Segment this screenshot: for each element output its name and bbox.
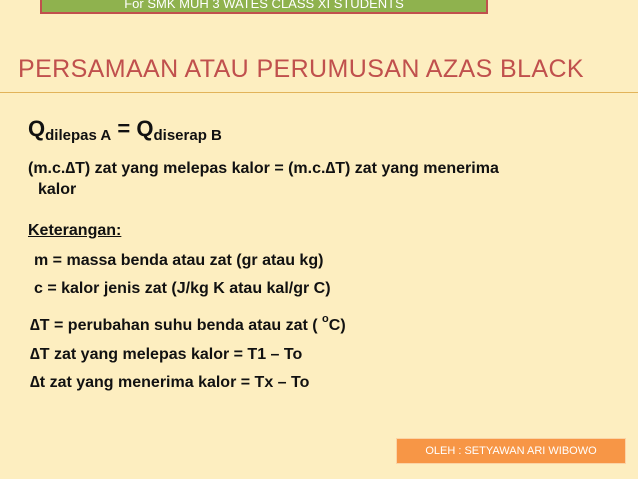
banner-text: For SMK MUH 3 WATES CLASS XI STUDENTS: [124, 0, 404, 11]
degree-symbol: o: [322, 313, 329, 325]
formula-line-2: kalor: [38, 181, 77, 198]
equals-sign: =: [117, 116, 131, 141]
note-delta-t-prefix: ∆T = perubahan suhu benda atau zat (: [30, 317, 323, 334]
note-delta-t: [30, 313, 346, 335]
q-left: Q: [28, 116, 46, 141]
note-delta-t-receive: ∆t zat yang menerima kalor = Tx – To: [30, 374, 310, 391]
q-left-subscript: dilepas A: [45, 127, 112, 144]
note-specific-heat: c = kalor jenis zat (J/kg K atau kal/gr C): [34, 280, 331, 297]
notes-heading: Keterangan:: [28, 222, 122, 239]
black-principle-equation: [28, 116, 222, 142]
q-right-subscript: diserap B: [153, 127, 222, 144]
author-badge: [396, 438, 626, 464]
formula-line-1: (m.c.∆T) zat yang melepas kalor = (m.c.∆T) zat yang menerima: [28, 160, 499, 177]
top-banner: [40, 0, 488, 14]
author-text: OLEH : SETYAWAN ARI WIBOWO: [425, 445, 597, 457]
slide-title: PERSAMAAN ATAU PERUMUSAN AZAS BLACK: [18, 55, 584, 83]
note-mass: m = massa benda atau zat (gr atau kg): [34, 252, 324, 269]
title-divider: [0, 92, 638, 93]
note-delta-t-suffix: C): [328, 317, 346, 334]
note-delta-t-release: ∆T zat yang melepas kalor = T1 – To: [30, 346, 303, 363]
q-right: Q: [136, 116, 154, 141]
